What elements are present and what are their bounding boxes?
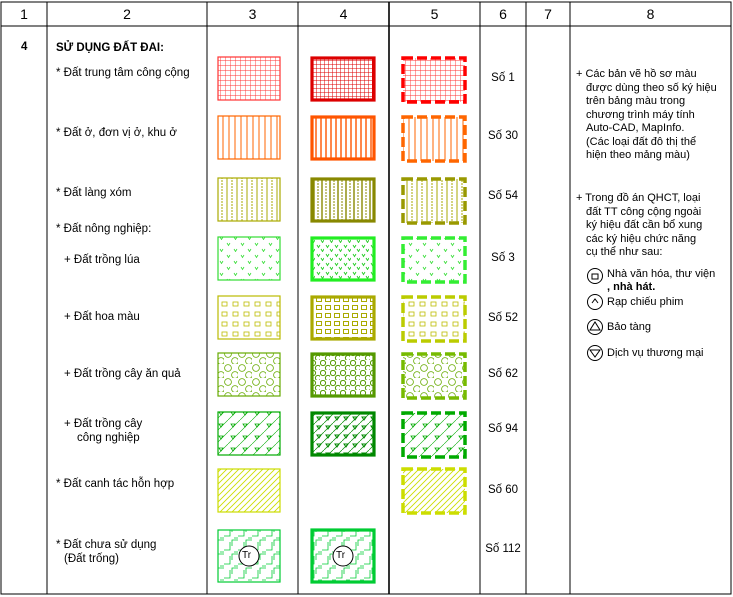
item-label: + Đất trồng lúa [64,254,140,266]
legend-museum: Bảo tàng [607,321,652,333]
legend-library-cont: , nhà hát. [607,281,656,293]
item-label: * Đất canh tác hỗn hợp [56,478,175,490]
item-code: Số 30 [487,130,519,142]
item-label-cont: công nghiệp [77,432,140,444]
item-code: Số 112 [485,543,521,555]
item-label: * Đất ở, đơn vị ở, khu ở [56,127,177,139]
item-code: Số 94 [487,423,519,435]
header-col-6: 6 [499,6,507,22]
header-col-3: 3 [248,6,257,22]
header-col-5: 5 [430,6,439,22]
notes-block-1: + Các bản vẽ hồ sơ màu được dùng theo số ký hiệu trên bảng màu trong chương trình máy tính Auto-CAD, MapInfo. (Các loại đất đô thị thể hiện theo mảng màu) [576,68,717,161]
header-col-2: 2 [123,6,131,22]
item-code: Số 1 [491,72,515,84]
notes-block-2: + Trong đồ án QHCT, loại đất TT công cộng ngoài ký hiệu đất cần bổ xung các ký hiệu chức năng cụ thể như sau: [576,192,703,258]
col5-swatches [403,58,465,513]
item-label: + Đất trồng cây [64,418,143,430]
header-col-1: 1 [20,6,28,22]
symbol-tr: Tr [336,550,346,561]
item-label: + Đất trồng cây ăn quả [64,368,181,380]
col4-swatches [312,58,374,582]
item-code: Số 62 [487,368,519,380]
item-label: * Đất nông nghiệp: [56,223,152,235]
legend-symbols [588,269,603,361]
item-label: + Đất hoa màu [64,311,140,323]
section-title: SỬ DỤNG ĐẤT ĐAI: [56,42,164,54]
header-col-8: 8 [646,6,655,22]
row-number: 4 [21,41,28,53]
item-code: Số 52 [487,312,519,324]
legend-library: Nhà văn hóa, thư viện [607,268,716,280]
item-code: Số 60 [487,484,519,496]
legend-market: Dịch vụ thương mại [607,347,704,359]
item-label: * Đất chưa sử dụng [56,539,157,551]
legend-cinema: Rạp chiếu phim [607,296,684,308]
item-label: * Đất trung tâm công cộng [56,67,190,79]
symbol-tr: Tr [242,550,252,561]
item-label-cont: (Đất trống) [64,553,119,565]
item-code: Số 54 [487,190,519,202]
header-col-7: 7 [544,6,552,22]
item-label: * Đất làng xóm [56,187,132,199]
item-code: Số 3 [491,252,515,264]
col3-swatches [218,57,280,582]
header-col-4: 4 [339,6,348,22]
